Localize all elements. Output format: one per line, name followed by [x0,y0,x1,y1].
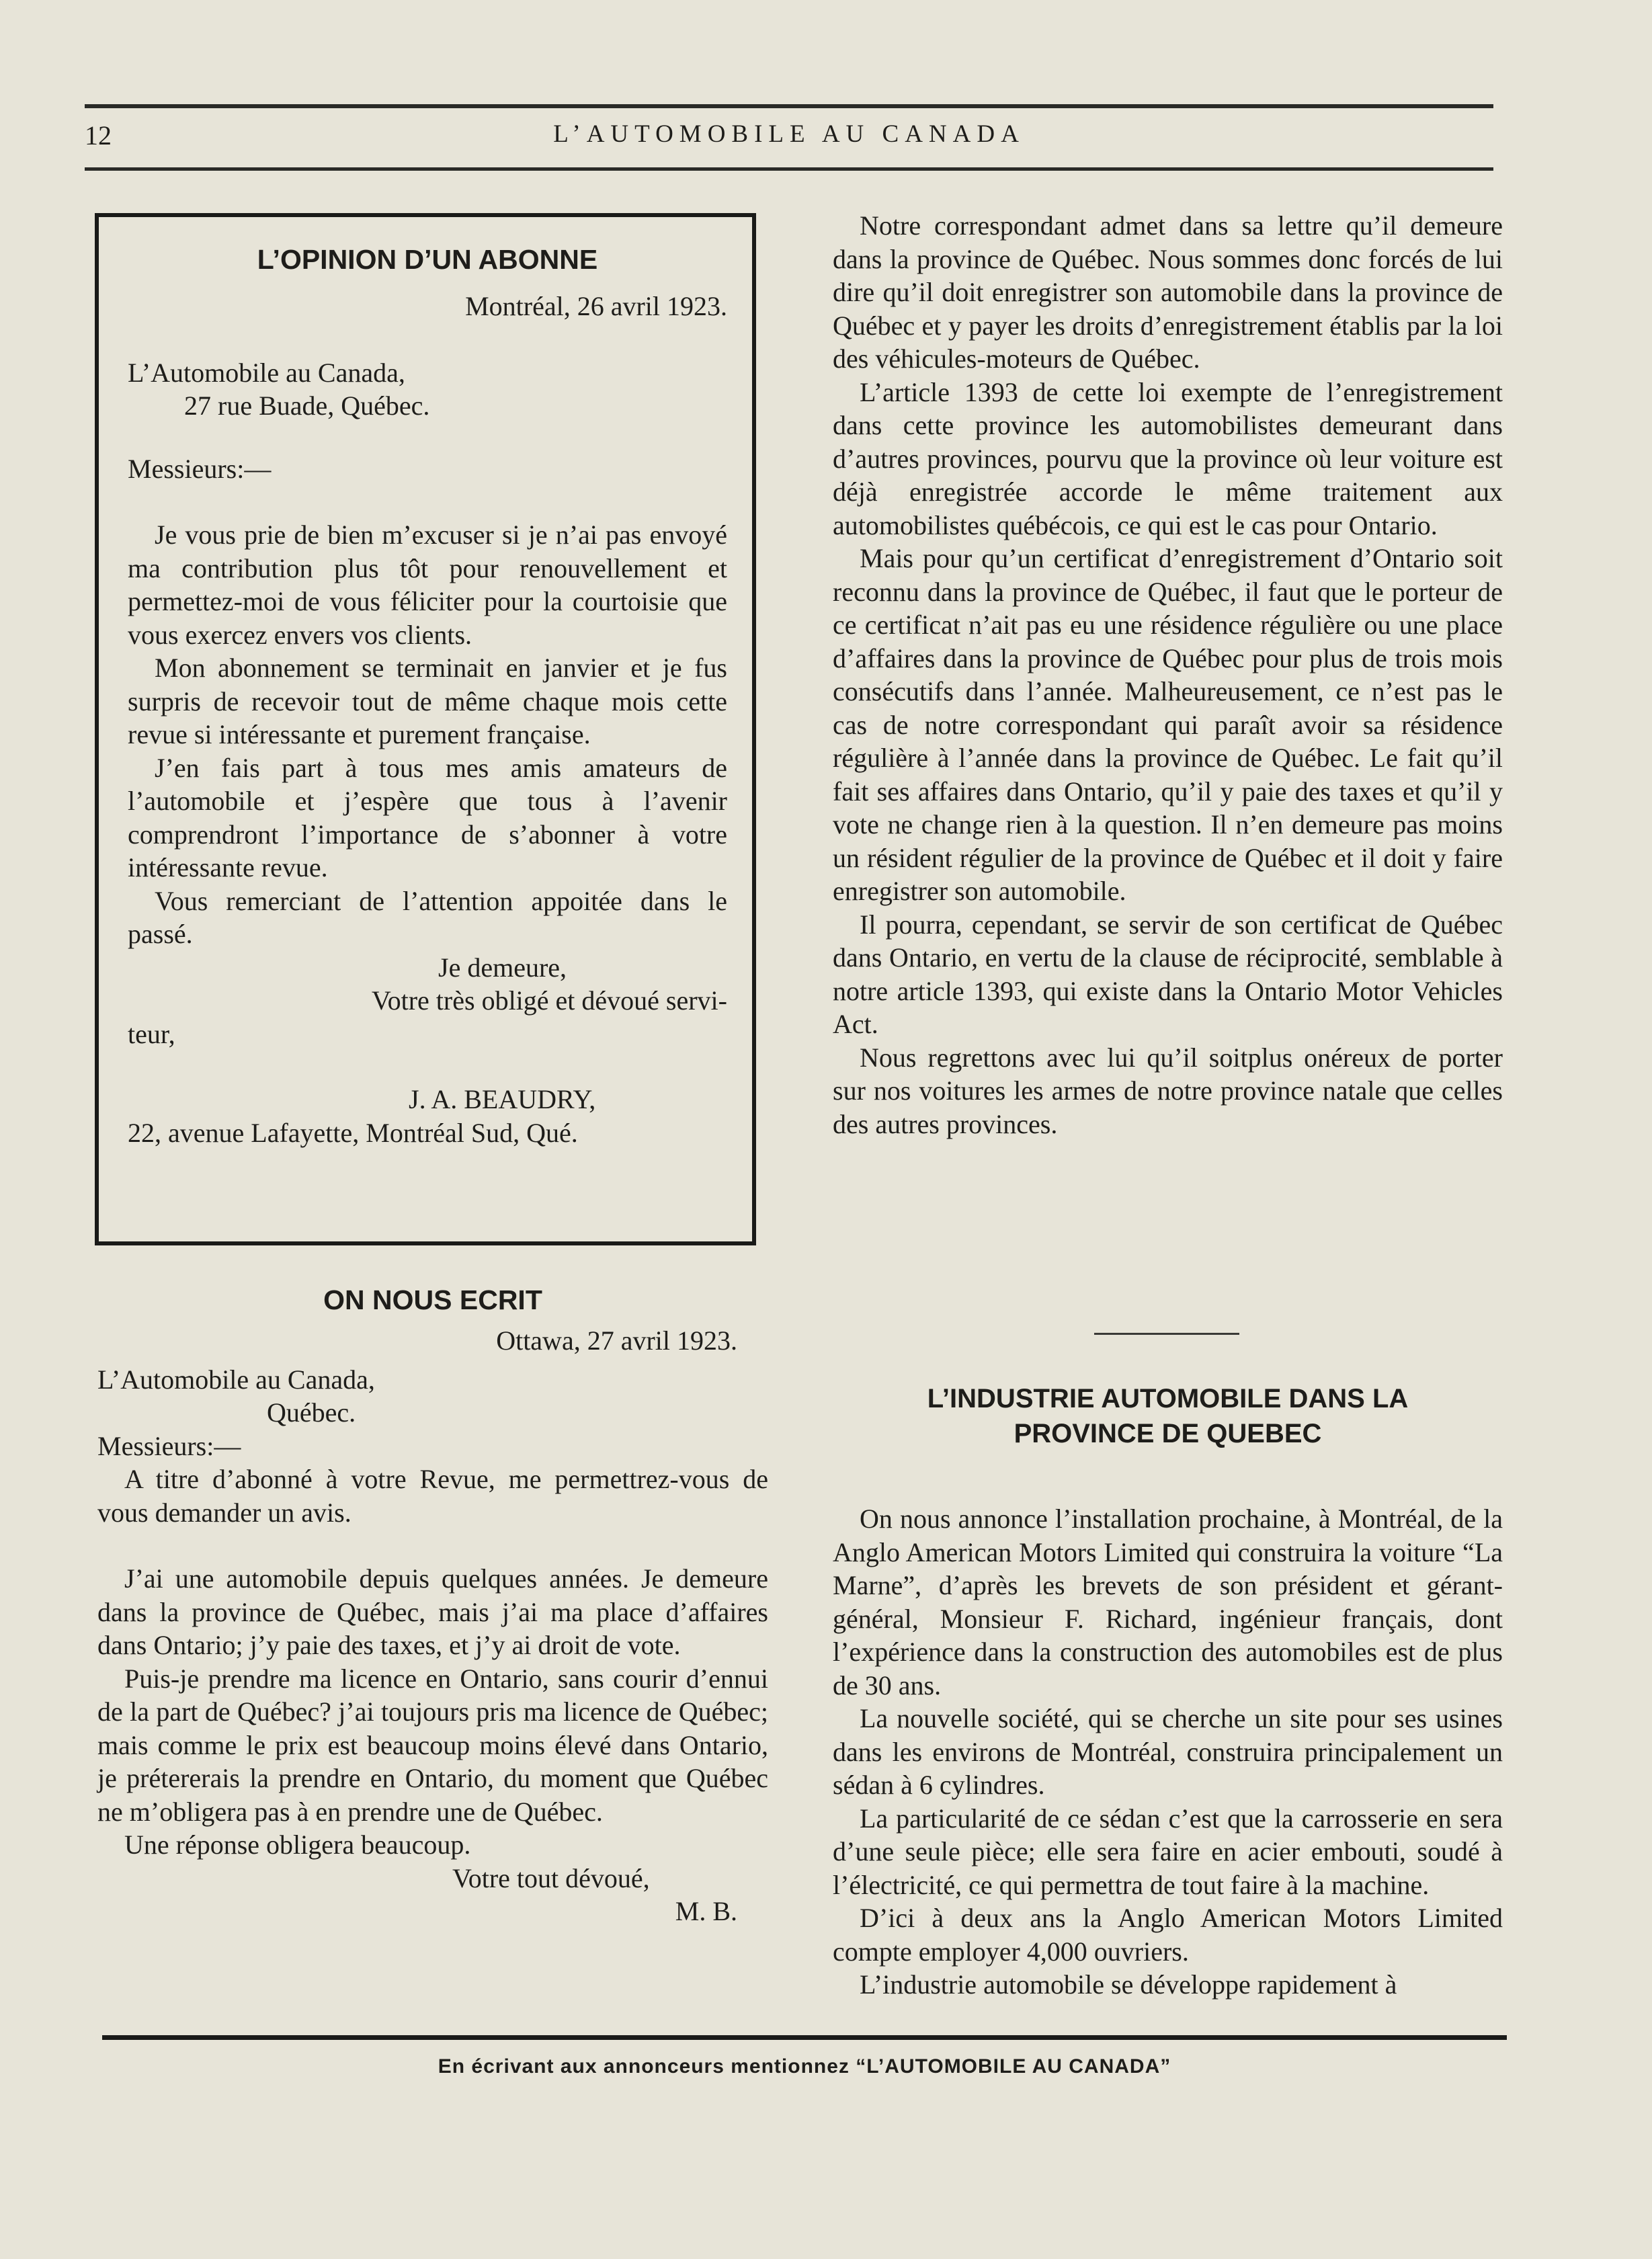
section-separator [1094,1333,1239,1335]
header-rule-bottom [85,167,1493,171]
subscriber-letter-title: L’OPINION D’UN ABONNE [257,244,598,275]
subscriber-letter-paragraph: J’en fais part à tous mes amis amateurs de l’automobile et j’espère que tous à l’avenir comprendront l’importance de s’abonner à votre intéressante revue. [128,752,727,882]
reader-letter-paragraph: J’ai une automobile depuis quelques années. Je demeure dans la province de Québec, mais j’ai ma place d’affaires dans Ontario; j’y paie des taxes, et j’y ai droit de vote. [97,1563,768,1660]
reader-letter-title: ON NOUS ECRIT [323,1284,542,1315]
reply-paragraph: L’article 1393 de cette loi exempte de l’enregistrement dans cette province les automobilistes demeurant dans d’autres provinces, pourvu que la province où leur voiture est déjà enregistrée accorde le même traitement aux automobilistes québécois, ce qui est le cas pour Ontario. [833,376,1503,540]
reply-paragraph: Mais pour qu’un certificat d’enregistrement d’Ontario soit reconnu dans la province de Québec, il faut que le porteur de ce certificat n’ait pas eu une résidence régulière ou une place d’affaires dans la province de Québec pour plus de trois mois consécutifs dans l’année. Malheureusement, ce n’est pas le cas de notre correspondant qui paraît avoir sa résidence régulière à l’année dans la province de Québec. Le fait qu’il fait ses affaires dans Ontario, qu’il y paie des taxes et qu’il y vote ne change rien à la question. Il n’en demeure pas moins un résident régulier de la province de Québec et il doit y faire enregistrer son automobile. [833,543,1503,906]
subscriber-letter-paragraph: Je vous prie de bien m’excuser si je n’ai pas envoyé ma contribution plus tôt pour renouvellement et permettez-moi de vous féliciter pour la courtoisie que vous exercez envers vos clients. [128,520,727,650]
header-rule-top [85,104,1493,108]
industry-article-paragraph: La particularité de ce sédan c’est que la carrosserie en sera d’une seule pièce; elle sera faire en acier embouti, soudé à l’électricité, ce qui permettra de tout faire à la machine. [833,1803,1503,1900]
reader-letter-salutation: Messieurs:— [97,1430,241,1461]
industry-article-paragraph: L’industrie automobile se développe rapidement à [860,1969,1397,2000]
subscriber-letter-address-line1: L’Automobile au Canada, [128,357,405,388]
reader-letter [97,1283,768,1928]
subscriber-letter-signature: J. A. BEAUDRY, [409,1084,596,1114]
page-number: 12 [85,120,112,151]
industry-article-paragraph: D’ici à deux ans la Anglo American Motors Limited compte employer 4,000 ouvriers. [833,1903,1503,1967]
subscriber-letter-closing: Votre très obligé et dévoué servi- [371,985,727,1016]
editorial-reply [833,209,1503,1141]
industry-article-paragraph: La nouvelle société, qui se cherche un site pour ses usines dans les environs de Montréal, construira principalement un sédan à 6 cylindres. [833,1703,1503,1800]
subscriber-letter-closing: teur, [128,1018,175,1049]
subscriber-letter-address-line2: 27 rue Buade, Québec. [184,391,430,421]
subscriber-letter-paragraph: Vous remerciant de l’attention appoitée dans le passé. [128,885,727,949]
footer-rule [102,2035,1507,2040]
industry-article [833,1381,1503,2002]
industry-article-title-line2: PROVINCE DE QUEBEC [1014,1419,1322,1448]
page-header [85,120,1493,153]
subscriber-letter-date: Montréal, 26 avril 1923. [465,291,727,321]
reply-paragraph: Nous regrettons avec lui qu’il soitplus onéreux de porter sur nos voitures les armes de notre province natale que celles des autres provinces. [833,1042,1503,1139]
reader-letter-closing: Votre tout dévoué, [452,1862,650,1893]
reader-letter-address-line2: Québec. [267,1397,356,1428]
reader-letter-paragraph: Une réponse obligera beaucoup. [124,1830,471,1860]
subscriber-letter [128,243,727,1149]
reply-paragraph: Il pourra, cependant, se servir de son certificat de Québec dans Ontario, en vertu de la clause de réciprocité, semblable à notre article 1393, qui existe dans la Ontario Motor Vehicles Act. [833,909,1503,1039]
reply-paragraph: Notre correspondant admet dans sa lettre qu’il demeure dans la province de Québec. Nous sommes donc forcés de lui dire qu’il doit enregistrer son automobile dans la province de Québec et y payer les droits d’enregistrement établis par la loi des véhicules-moteurs de Québec. [833,210,1503,374]
subscriber-letter-paragraph: Mon abonnement se terminait en janvier et je fus surpris de recevoir tout de même chaque mois cette revue si intéressante et purement française. [128,653,727,749]
subscriber-letter-closing: Je demeure, [438,952,567,983]
subscriber-letter-salutation: Messieurs:— [128,453,272,484]
running-title: L’AUTOMOBILE AU CANADA [553,120,1025,148]
reader-letter-date: Ottawa, 27 avril 1923. [496,1325,737,1356]
footer-notice: En écrivant aux annonceurs mentionnez “L’AUTOMOBILE AU CANADA” [438,2055,1171,2078]
reader-letter-paragraph: A titre d’abonné à votre Revue, me permettrez-vous de vous demander un avis. [97,1464,768,1528]
reader-letter-address-line1: L’Automobile au Canada, [97,1364,375,1395]
industry-article-title-line1: L’INDUSTRIE AUTOMOBILE DANS LA [927,1384,1409,1413]
subscriber-letter-signature-address: 22, avenue Lafayette, Montréal Sud, Qué. [128,1117,578,1148]
industry-article-paragraph: On nous annonce l’installation prochaine, à Montréal, de la Anglo American Motors Limited qui construira la voiture “La Marne”, d’après les brevets de son président et gérant-général, Monsieur F. Richard, ingénieur français, dont l’expérience dans la construction des automobiles est de plus de 30 ans. [833,1504,1503,1700]
reader-letter-paragraph: Puis-je prendre ma licence en Ontario, sans courir d’ennui de la part de Québec? j’ai toujours pris ma licence de Québec; mais comme le prix est beaucoup moins élevé dans Ontario, je prétererais la prendre en Ontario, du moment que Québec ne m’obligera pas à en prendre une de Québec. [97,1663,768,1827]
reader-letter-signature: M. B. [675,1896,737,1926]
